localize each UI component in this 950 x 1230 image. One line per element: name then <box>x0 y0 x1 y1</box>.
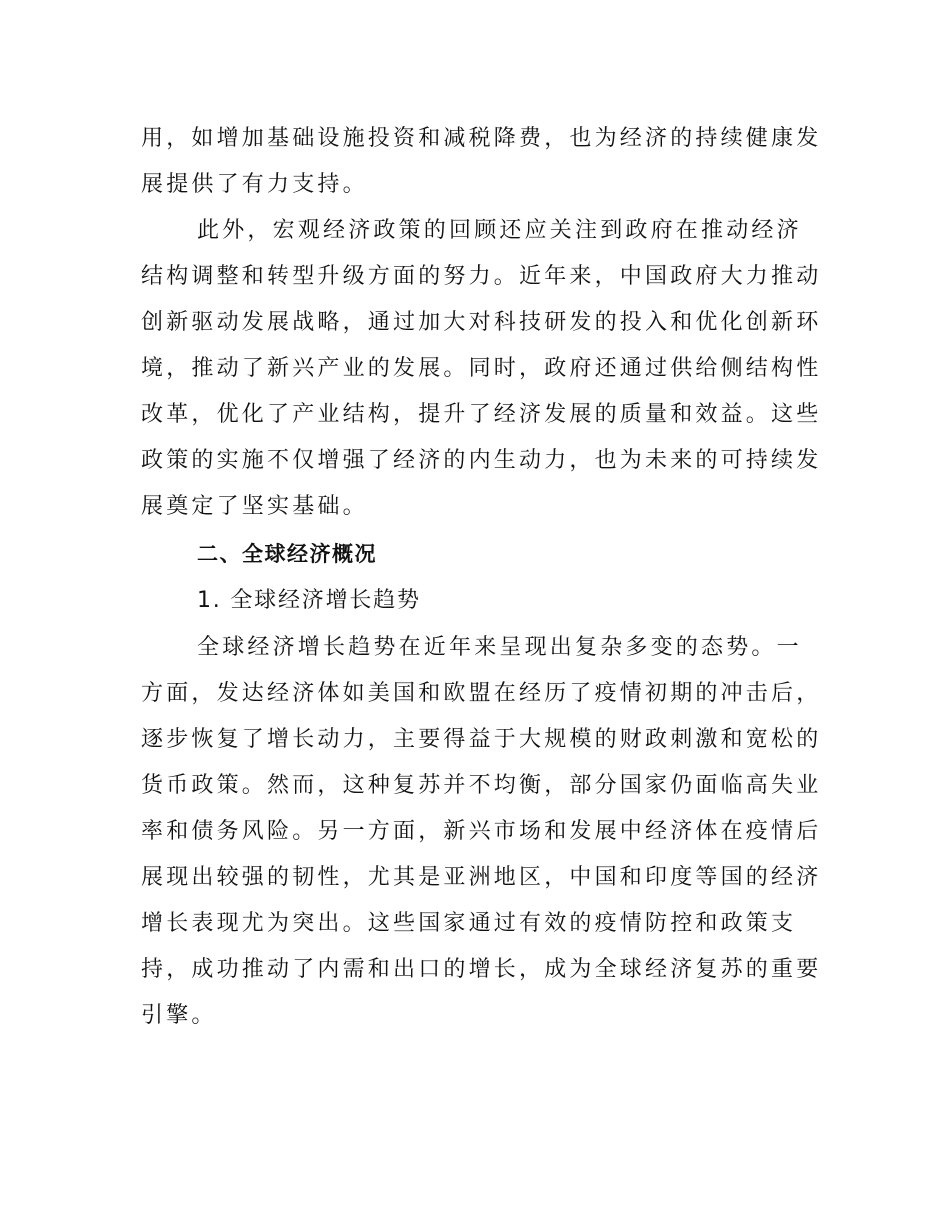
paragraph-3-line-5: 率和债务风险。另一方面，新兴市场和发展中经济体在疫情后 <box>141 819 822 844</box>
paragraph-3-line-8: 持，成功推动了内需和出口的增长，成为全球经济复苏的重要 <box>141 957 822 982</box>
subsection-heading: 1. 全球经济增长趋势 <box>197 588 421 613</box>
paragraph-3-line-4: 货币政策。然而，这种复苏并不均衡，部分国家仍面临高失业 <box>141 773 822 798</box>
paragraph-3-line-9: 引擎。 <box>141 1003 217 1028</box>
paragraph-2-line-4: 境，推动了新兴产业的发展。同时，政府还通过供给侧结构性 <box>141 356 822 381</box>
paragraph-1-line-2: 展提供了有力支持。 <box>141 172 368 197</box>
paragraph-3-line-6: 展现出较强的韧性，尤其是亚洲地区，中国和印度等国的经济 <box>141 865 822 890</box>
paragraph-3-line-1: 全球经济增长趋势在近年来呈现出复杂多变的态势。一 <box>197 635 802 660</box>
paragraph-3-line-7: 增长表现尤为突出。这些国家通过有效的疫情防控和政策支 <box>141 911 797 936</box>
paragraph-3-line-3: 逐步恢复了增长动力，主要得益于大规模的财政刺激和宽松的 <box>141 727 822 752</box>
paragraph-2-line-7: 展奠定了坚实基础。 <box>141 494 368 519</box>
section-heading: 二、全球经济概况 <box>197 542 377 566</box>
paragraph-2-line-1: 此外，宏观经济政策的回顾还应关注到政府在推动经济 <box>197 218 802 243</box>
paragraph-2-line-2: 结构调整和转型升级方面的努力。近年来，中国政府大力推动 <box>141 264 822 289</box>
paragraph-1-line-1: 用，如增加基础设施投资和减税降费，也为经济的持续健康发 <box>141 126 822 151</box>
paragraph-2-line-6: 政策的实施不仅增强了经济的内生动力，也为未来的可持续发 <box>141 448 822 473</box>
paragraph-2-line-5: 改革，优化了产业结构，提升了经济发展的质量和效益。这些 <box>141 402 822 427</box>
paragraph-3-line-2: 方面，发达经济体如美国和欧盟在经历了疫情初期的冲击后， <box>141 681 822 706</box>
paragraph-2-line-3: 创新驱动发展战略，通过加大对科技研发的投入和优化创新环 <box>141 310 822 335</box>
